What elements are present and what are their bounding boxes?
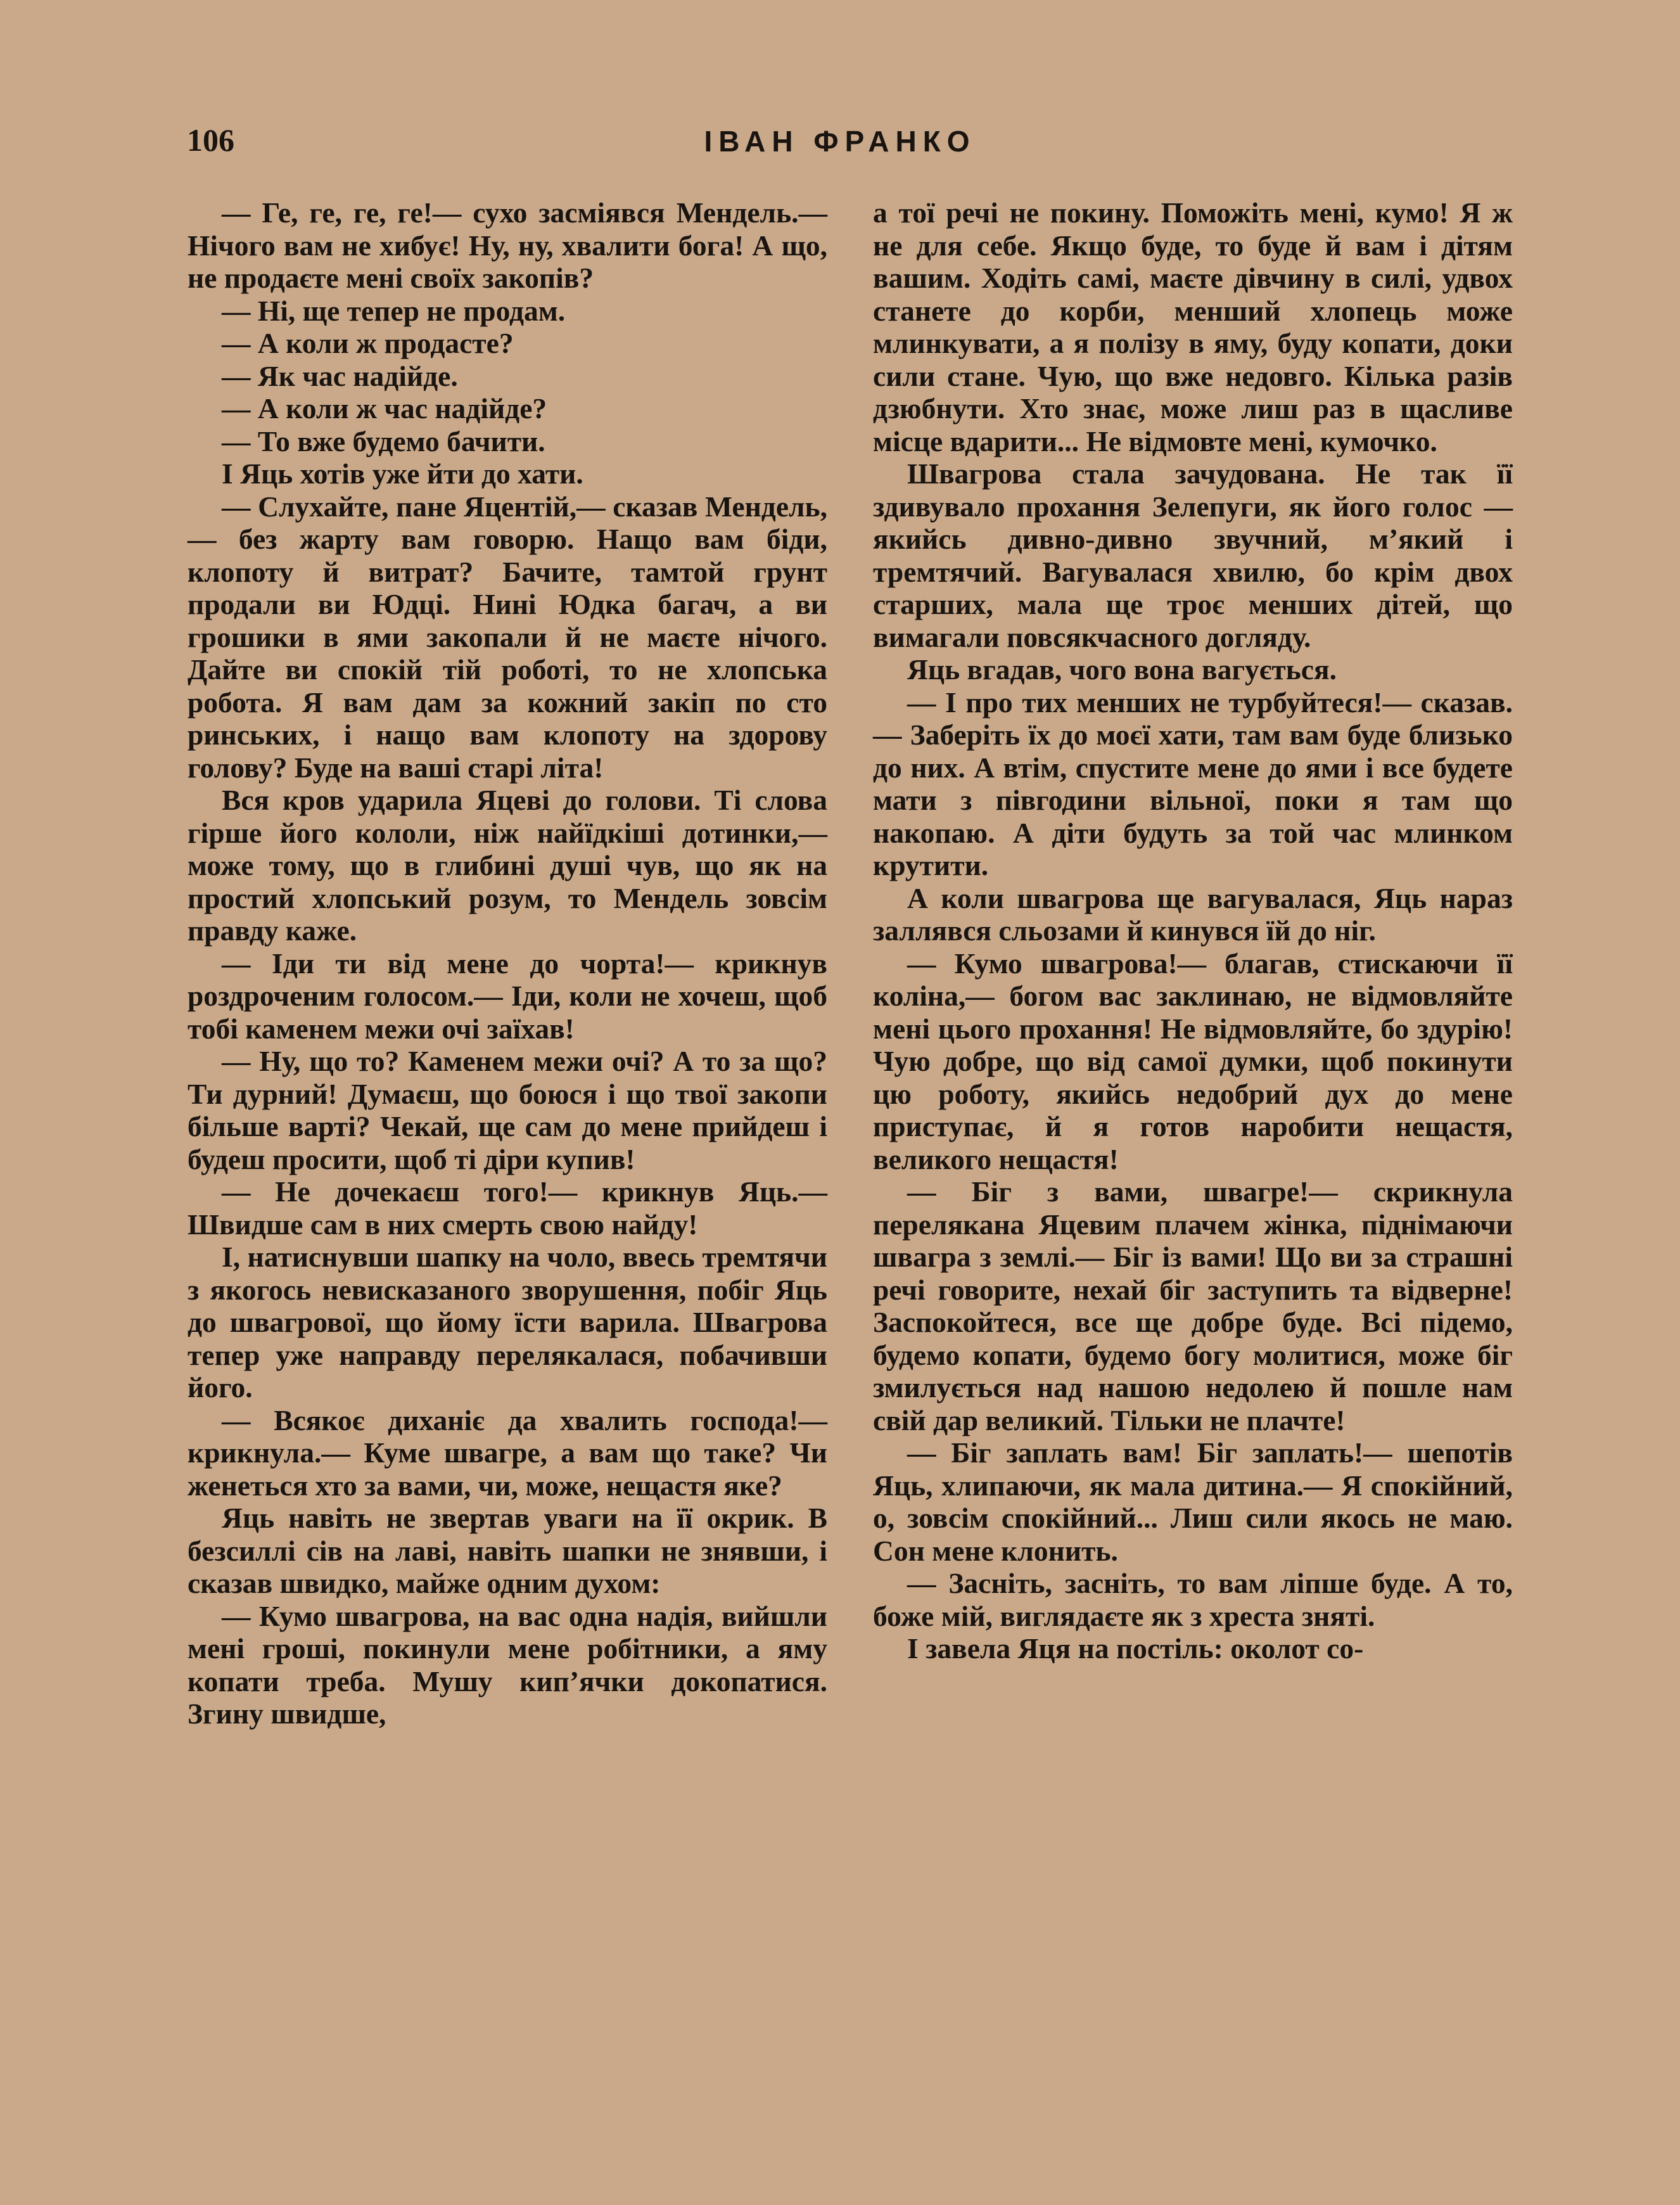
running-title: ІВАН ФРАНКО — [704, 125, 976, 158]
paragraph: — То вже будемо бачити. — [222, 425, 545, 457]
paragraph: — Ну, що то? Каменем межи очі? А то за що? Ти дурний! Думаєш, що боюся і що твої закопи більше варті? Чекай, ще сам до мене прийдеш і будеш просити, щоб ті діри купив! — [188, 1045, 827, 1175]
paragraph: — А коли ж час надійде? — [222, 392, 547, 425]
paragraph: І, натиснувши шапку на чоло, ввесь тремтячи з якогось невисказаного зворушення, побіг Яць до швагрової, що йому їсти варила. Швагрова тепер уже направду перелякалася, побачивши його. — [188, 1241, 827, 1403]
paragraph: — Кумо швагрова, на вас одна надія, вийшли мені гроші, покинули мене робітники, а яму копати треба. Мушу кип’ячки докопатися. Згину швидше, — [188, 1599, 827, 1730]
paragraph: — Ні, ще тепер не продам. — [222, 294, 566, 327]
paragraph: — Не дочекаєш того!— крикнув Яць.— Швидше сам в них смерть свою найду! — [188, 1175, 827, 1241]
paragraph: — Ге, ге, ге, ге!— сухо засміявся Мендель.— Нічого вам не хибує! Ну, ну, хвалити бога! А що, не продаєте мені своїх закопів? — [188, 196, 827, 294]
paragraph: І Яць хотів уже йти до хати. — [222, 457, 583, 490]
paragraph: Яць навіть не звертав уваги на її окрик. В безсиллі сів на лаві, навіть шапки не знявши, і сказав швидко, майже одним духом: — [188, 1502, 827, 1599]
paragraph: — А коли ж продасте? — [222, 327, 514, 359]
paragraph: А коли швагрова ще вагувалася, Яць нараз заллявся сльозами й кинувся їй до ніг. — [873, 881, 1513, 947]
paragraph: І завела Яця на постіль: околот со- — [907, 1632, 1364, 1665]
paragraph: — Як час надійде. — [222, 359, 458, 392]
left-column — [188, 196, 827, 1730]
paragraph: — Слухайте, пане Яцентій,— сказав Мендель,— без жарту вам говорю. Нащо вам біди, клопоту й витрат? Бачите, тамтой грунт продали ви Юдці. Нині Юдка багач, а ви грошики в ями закопали й не маєте нічого. Дайте ви спокій тій роботі, то не хлопська робота. Я вам дам за кожний закіп по сто ринських, і нащо вам клопоту на здорову голову? Буде на ваші старі літа! — [188, 490, 827, 784]
paragraph: Швагрова стала зачудована. Не так її здивувало прохання Зелепуги, як його голос — якийсь дивно-дивно звучний, м’який і тремтячий. Вагувалася хвилю, бо крім двох старших, мала ще троє менших дітей, що вимагали повсякчасного догляду. — [873, 457, 1513, 653]
paragraph: — Біг з вами, швагре!— скрикнула перелякана Яцевим плачем жінка, піднімаючи швагра з землі.— Біг із вами! Що ви за страшні речі говорите, нехай біг заступить та відверне! Заспокойтеся, все ще добре буде. Всі підемо, будемо копати, будемо богу молитися, може біг змилується над нашою недолею й пошле нам свій дар великий. Тільки не плачте! — [873, 1175, 1513, 1436]
right-column — [873, 196, 1513, 1665]
page-number: 106 — [187, 122, 234, 158]
paragraph: — Засніть, засніть, то вам ліпше буде. А то, боже мій, виглядаєте як з хреста зняті. — [873, 1567, 1513, 1632]
paragraph-continued: а тої речі не покину. Поможіть мені, кумо! Я ж не для себе. Якщо буде, то буде й вам і дітям вашим. Ходіть самі, маєте дівчину в силі, удвох станете до корби, менший хлопець може млинкувати, а я полізу в яму, буду копати, доки сили стане. Чую, що вже недовго. Кілька разів дзюбнути. Хто знає, може лиш раз в щасливе місце вдарити... Не відмовте мені, кумочко. — [873, 196, 1513, 457]
paragraph: — Іди ти від мене до чорта!— крикнув роздроченим голосом.— Іди, коли не хочеш, щоб тобі каменем межи очі заїхав! — [188, 947, 827, 1045]
paragraph: Вся кров ударила Яцеві до голови. Ті слова гірше його кололи, ніж найїдкіші дотинки,— може тому, що в глибині душі чув, що як на простий хлопський розум, то Мендель зовсім правду каже. — [188, 784, 827, 947]
paragraph: — Кумо швагрова!— благав, стискаючи її коліна,— богом вас заклинаю, не відмовляйте мені цього прохання! Не відмовляйте, бо здурію! Чую добре, що від самої думки, щоб покинути цю роботу, якийсь недобрий дух до мене приступає, й я готов наробити нещастя, великого нещастя! — [873, 947, 1513, 1175]
paragraph: Яць вгадав, чого вона вагується. — [907, 653, 1337, 686]
paragraph: — Біг заплать вам! Біг заплать!— шепотів Яць, хлипаючи, як мала дитина.— Я спокійний, о, зовсім спокійний... Лиш сили якось не маю. Сон мене клонить. — [873, 1436, 1513, 1567]
paragraph: — Всякоє диханіє да хвалить господа!— крикнула.— Куме швагре, а вам що таке? Чи женеться хто за вами, чи, може, нещастя яке? — [188, 1403, 827, 1502]
paragraph: — І про тих менших не турбуйтеся!— сказав.— Заберіть їх до моєї хати, там вам буде близько до них. А втім, спустите мене до ями і все будете мати з півгодини вільної, поки я там що накопаю. А діти будуть за той час млинком крутити. — [873, 686, 1513, 881]
